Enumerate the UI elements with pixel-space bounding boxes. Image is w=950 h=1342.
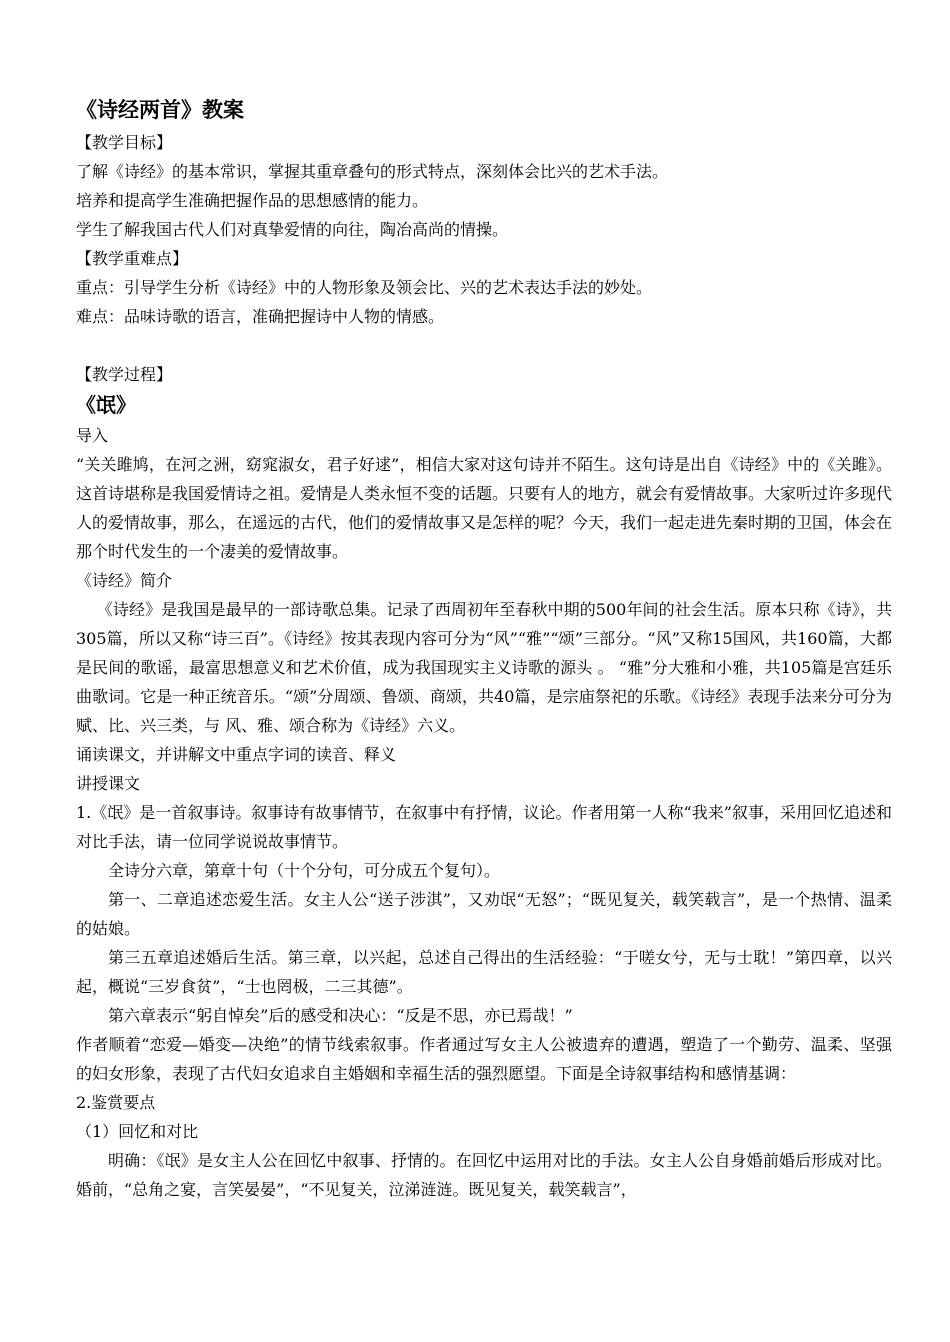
appreciation-paragraph: 明确：《氓》是女主人公在回忆中叙事、抒情的。在回忆中运用对比的手法。女主人公自身婚前婚后形成对比。婚前，“总角之宴，言笑晏晏”，“不见复关，泣涕涟涟。既见复关，载笑载言”，: [76, 1151, 892, 1199]
lecture-paragraph: 第一、二章追述恋爱生活。女主人公“送子涉淇”，又劝氓“无怒”；“既见复关，载笑载言”，是一个热情、温柔的姑娘。: [76, 890, 892, 938]
appreciation-subheading: （1）回忆和对比: [76, 1122, 199, 1141]
shijing-intro-paragraph: 《诗经》是我国是最早的一部诗歌总集。记录了西周初年至春秋中期的500年间的社会生活。原本只称《诗》，共305篇，所以又称“诗三百”。《诗经》按其表现内容可分为“风”“雅”“颂”三部分。“风”又称15国风，共160篇，大都是民间的歌谣，最富思想意义和艺术价值，成为我国现实主义诗歌的源头 。 “雅”分大雅和小雅，共105篇是宫廷乐曲歌词。它是一种正统音乐。“颂”分周颂、鲁颂、商颂，共40篇，是宗庙祭祀的乐歌。《诗经》表现手法来分可分为赋、比、兴三类，与 风、雅、颂合称为《诗经》六义。: [76, 600, 892, 735]
document-title: 《诗经两首》教案: [76, 98, 244, 122]
lecture-paragraph: 第六章表示“躬自悼矣”后的感受和决心：“反是不思，亦已焉哉！”: [108, 1006, 573, 1025]
appreciation-heading: 2.鉴赏要点: [76, 1093, 156, 1112]
spacer: [76, 331, 892, 360]
goal-item: 培养和提高学生准确把握作品的思想感情的能力。: [76, 191, 429, 210]
goal-item: 了解《诗经》的基本常识，掌握其重章叠句的形式特点，深刻体会比兴的艺术手法。: [76, 162, 669, 181]
lecture-paragraph: 全诗分六章，第章十句（十个分句，可分成五个复句）。: [108, 861, 501, 880]
lecture-heading: 讲授课文: [76, 774, 141, 793]
lecture-paragraph: 第三五章追述婚后生活。第三章，以兴起，总述自己得出的生活经验：“于嗟女兮，无与士耽！”第四章，以兴起，概说“三岁食贫”，“士也罔极，二三其德”。: [76, 948, 892, 996]
lecture-paragraph: 1.《氓》是一首叙事诗。叙事诗有故事情节，在叙事中有抒情，议论。作者用第一人称“我来”叙事，采用回忆追述和对比手法，请一位同学说说故事情节。: [76, 803, 892, 851]
key-point-item: 难点：品味诗歌的语言，准确把握诗中人物的情感。: [76, 307, 445, 326]
goals-heading: 【教学目标】: [76, 133, 173, 152]
intro-heading: 导入: [76, 426, 109, 445]
poem-title: 《氓》: [76, 393, 136, 417]
reading-heading: 诵读课文，并讲解文中重点字词的读音、释义: [76, 745, 397, 764]
lecture-paragraph: 作者顺着“恋爱—婚变—决绝”的情节线索叙事。作者通过写女主人公被遗弃的遭遇，塑造了一个勤劳、温柔、坚强的妇女形象，表现了古代妇女追求自主婚姻和幸福生活的强烈愿望。下面是全诗叙事结构和感情基调：: [76, 1035, 892, 1083]
goal-item: 学生了解我国古代人们对真挚爱情的向往，陶冶高尚的情操。: [76, 220, 509, 239]
shijing-intro-heading: 《诗经》简介: [76, 571, 173, 590]
key-point-item: 重点：引导学生分析《诗经》中的人物形象及领会比、兴的艺术表达手法的妙处。: [76, 278, 653, 297]
key-points-heading: 【教学重难点】: [76, 249, 189, 268]
intro-paragraph: “关关雎鸠，在河之洲，窈窕淑女，君子好逑”，相信大家对这句诗并不陌生。这句诗是出自《诗经》中的《关雎》。这首诗堪称是我国爱情诗之祖。爱情是人类永恒不变的话题。只要有人的地方，就会有爱情故事。大家听过许多现代人的爱情故事，那么，在遥远的古代，他们的爱情故事又是怎样的呢？今天，我们一起走进先秦时期的卫国，体会在那个时代发生的一个凄美的爱情故事。: [76, 455, 893, 561]
process-heading: 【教学过程】: [76, 365, 173, 384]
